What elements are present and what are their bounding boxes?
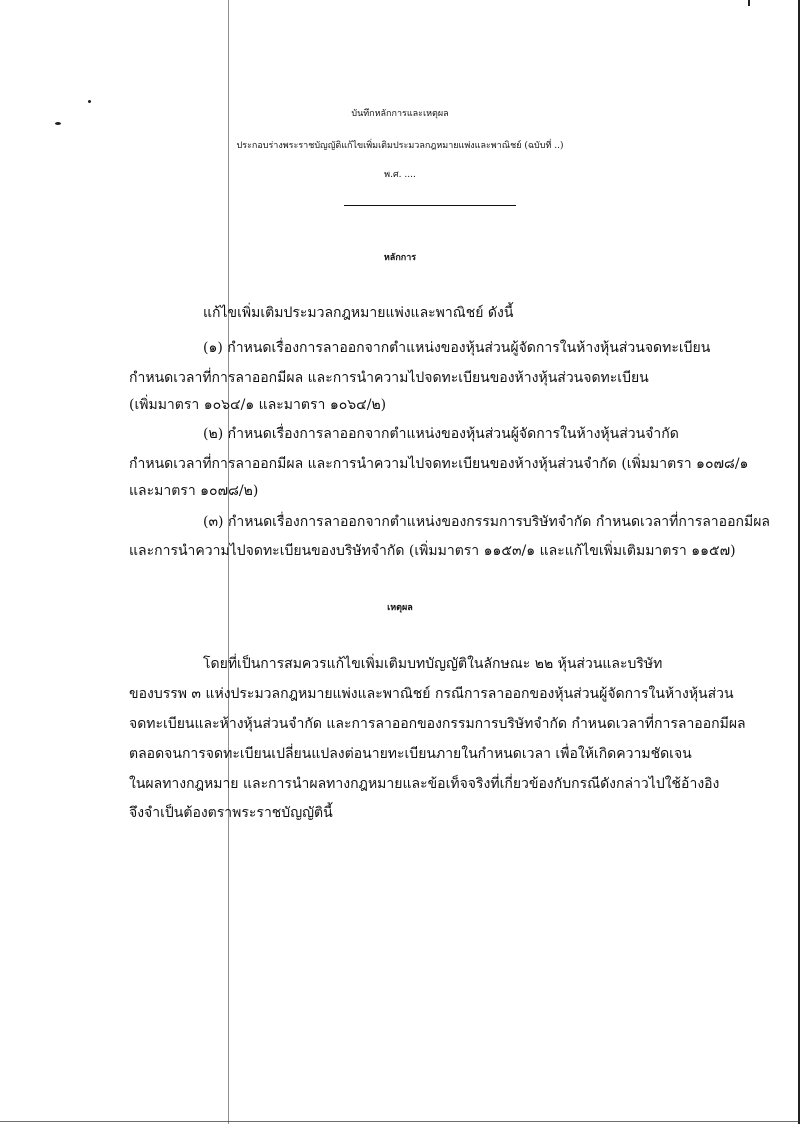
- document-year: พ.ศ. ....: [384, 170, 416, 180]
- reason-line-3: จดทะเบียนและห้างหุ้นส่วนจำกัด และการลาออกของกรรมการบริษัทจำกัด กำหนดเวลาที่การลาออกมีผล: [129, 716, 746, 732]
- scan-mark: [748, 0, 750, 6]
- principle-item-1-line-2: กำหนดเวลาที่การลาออกมีผล และการนำความไปจดทะเบียนของห้างหุ้นส่วนจดทะเบียน: [129, 370, 649, 386]
- reason-line-6: จึงจำเป็นต้องตราพระราชบัญญัตินี้: [129, 805, 333, 821]
- principle-item-2-line-2: กำหนดเวลาที่การลาออกมีผล และการนำความไปจดทะเบียนของห้างหุ้นส่วนจำกัด (เพิ่มมาตรา ๑๐๗๘/๑: [129, 456, 749, 472]
- reason-line-2: ของบรรพ ๓ แห่งประมวลกฎหมายแพ่งและพาณิชย์ กรณีการลาออกของหุ้นส่วนผู้จัดการในห้างหุ้นส่วน: [129, 686, 734, 702]
- principle-item-3-line-2: และการนำความไปจดทะเบียนของบริษัทจำกัด (เพิ่มมาตรา ๑๑๕๓/๑ และแก้ไขเพิ่มเติมมาตรา ๑๑๕๗): [129, 543, 736, 559]
- reason-line-4: ตลอดจนการจดทะเบียนเปลี่ยนแปลงต่อนายทะเบียนภายในกำหนดเวลา เพื่อให้เกิดความชัดเจน: [129, 746, 692, 762]
- principle-item-1-line-3: (เพิ่มมาตรา ๑๐๖๔/๑ และมาตรา ๑๐๖๔/๒): [129, 397, 387, 413]
- principle-item-1-line-1: (๑) กำหนดเรื่องการลาออกจากตำแหน่งของหุ้นส่วนผู้จัดการในห้างหุ้นส่วนจดทะเบียน: [203, 340, 711, 356]
- principle-item-2-line-1: (๒) กำหนดเรื่องการลาออกจากตำแหน่งของหุ้นส่วนผู้จัดการในห้างหุ้นส่วนจำกัด: [203, 426, 679, 442]
- principle-item-2-line-3: และมาตรา ๑๐๗๘/๒): [129, 483, 259, 499]
- reason-heading: เหตุผล: [387, 603, 413, 613]
- scan-edge-bottom: [0, 1121, 800, 1122]
- header-divider: [344, 205, 516, 206]
- document-title: บันทึกหลักการและเหตุผล: [351, 109, 449, 119]
- principle-item-3-line-1: (๓) กำหนดเรื่องการลาออกจากตำแหน่งของกรรมการบริษัทจำกัด กำหนดเวลาที่การลาออกมีผล: [203, 514, 770, 530]
- scan-speck: [88, 100, 91, 103]
- reason-line-5: ในผลทางกฎหมาย และการนำผลทางกฎหมายและข้อเท็จจริงที่เกี่ยวข้องกับกรณีดังกล่าวไปใช้อ้างอิง: [129, 776, 720, 792]
- reason-line-1: โดยที่เป็นการสมควรแก้ไขเพิ่มเติมบทบัญญัติในลักษณะ ๒๒ หุ้นส่วนและบริษัท: [203, 656, 663, 672]
- principle-intro: แก้ไขเพิ่มเติมประมวลกฎหมายแพ่งและพาณิชย์ ดังนี้: [203, 305, 514, 321]
- principle-heading: หลักการ: [383, 253, 417, 263]
- document-subtitle: ประกอบร่างพระราชบัญญัติแก้ไขเพิ่มเติมประมวลกฎหมายแพ่งและพาณิชย์ (ฉบับที่ ..): [236, 141, 564, 151]
